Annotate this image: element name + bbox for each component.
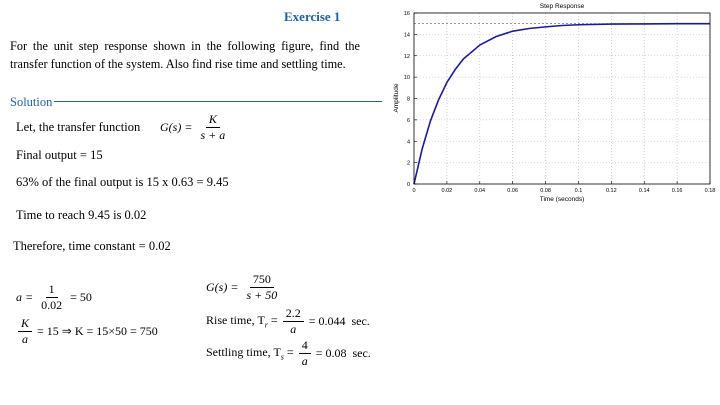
rise-fraction (283, 307, 304, 336)
chart-title: Step Response (539, 3, 585, 10)
x-tick-label: 0.14 (638, 188, 650, 194)
g2-equation (206, 273, 282, 302)
settle-label: Settling time, T (206, 345, 281, 360)
y-tick-label: 0 (406, 182, 410, 188)
g2-denominator: s + 50 (246, 288, 278, 302)
x-tick-label: 0.12 (605, 188, 617, 194)
time-constant-text: Therefore, time constant = 0.02 (13, 239, 171, 253)
rise-sub: r (264, 320, 268, 330)
exercise-title: Exercise 1 (284, 9, 341, 24)
tf-equation (160, 113, 230, 142)
settle-eq: = (283, 345, 294, 360)
y-tick-label: 8 (406, 96, 410, 103)
tf-denominator: s + a (200, 128, 226, 142)
y-tick-label: 12 (403, 53, 410, 60)
y-tick-label: 10 (403, 75, 410, 82)
rise-time-equation (206, 307, 370, 336)
y-axis-label: Amplitude (393, 83, 400, 113)
chart-background (385, 0, 720, 205)
a-fraction (38, 283, 65, 312)
rise-denominator: a (290, 322, 297, 336)
x-tick-label: 0.02 (441, 188, 453, 194)
step-response-chart (385, 0, 720, 205)
x-tick-label: 0.06 (507, 188, 519, 194)
rise-rhs: = 0.044 sec. (308, 314, 370, 328)
settle-numerator: 4 (299, 339, 311, 354)
a-numerator: 1 (46, 283, 58, 298)
a-equation (16, 283, 92, 312)
k-fraction (18, 317, 32, 346)
solution-heading: Solution (10, 95, 53, 109)
a-denominator: 0.02 (41, 298, 63, 312)
k-equation (16, 317, 158, 346)
g2-numerator: 750 (250, 273, 274, 288)
settle-denominator: a (301, 354, 308, 368)
tf-intro-text: Let, the transfer function (16, 120, 141, 134)
x-tick-label: 0.18 (704, 188, 716, 194)
time-reach-text: Time to reach 9.45 is 0.02 (16, 208, 147, 222)
y-tick-label: 2 (406, 160, 410, 167)
settle-rhs: = 0.08 sec. (315, 346, 371, 360)
tf-numerator: K (206, 113, 220, 128)
y-tick-label: 16 (403, 11, 410, 17)
x-tick-label: 0.08 (540, 188, 551, 194)
tf-lhs: G(s) = (160, 120, 193, 134)
final-output-text: Final output = 15 (16, 148, 103, 162)
settle-fraction (299, 339, 311, 368)
k-rhs: = 15 ⇒ K = 15×50 = 750 (37, 324, 158, 338)
solution-divider (54, 101, 382, 102)
rise-eq: = (267, 313, 278, 328)
x-axis-label: Time (seconds) (539, 196, 585, 203)
y-tick-label: 14 (403, 32, 410, 39)
x-tick-label: 0.04 (474, 188, 486, 194)
a-rhs: = 50 (70, 290, 92, 304)
settling-time-equation (206, 339, 371, 368)
x-tick-label: 0.16 (671, 188, 683, 194)
sixty-three-text: 63% of the final output is 15 x 0.63 = 9.45 (16, 175, 229, 189)
x-tick-label: 0.1 (574, 188, 583, 194)
rise-label: Rise time, T (206, 313, 265, 328)
rise-numerator: 2.2 (283, 307, 304, 322)
y-tick-label: 6 (406, 117, 410, 124)
problem-statement: For the unit step response shown in the following figure, find the transfer function of the system. Also find rise time and settling time. (10, 39, 360, 71)
g2-fraction (243, 273, 280, 302)
a-lhs: a = (16, 290, 34, 304)
g2-lhs: G(s) = (206, 280, 239, 294)
y-tick-label: 4 (406, 139, 410, 146)
k-numerator: K (18, 317, 32, 332)
x-tick-label: 0 (412, 188, 416, 194)
settle-sub: s (280, 352, 284, 362)
tf-fraction (197, 113, 228, 142)
k-denominator: a (22, 332, 28, 346)
